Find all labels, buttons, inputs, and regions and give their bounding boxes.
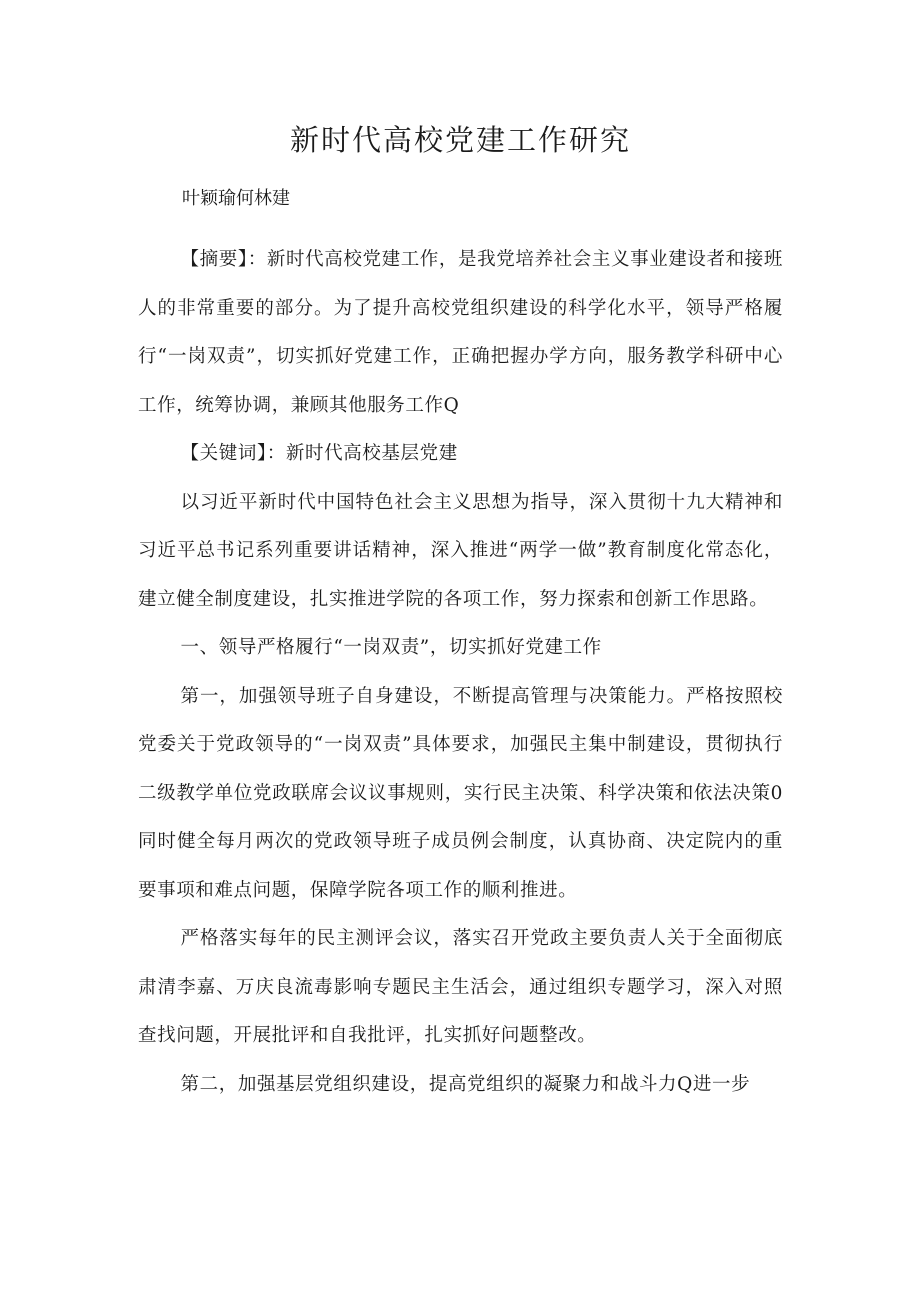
document-title: 新时代高校党建工作研究	[289, 123, 631, 157]
section-heading-1: 一、领导严格履行“一岗双责”，切实抓好党建工作	[180, 637, 602, 658]
body-paragraph-second: 第二，加强基层党组织建设，提高党组织的凝聚力和战斗力Q进一步	[180, 1073, 751, 1095]
body-paragraph-first: 第一，加强领导班子自身建设，不断提高管理与决策能力。严格按照校党委关于党政领导的“一岗双责”具体要求，加强民主集中制建设，贯彻执行二级教学单位党政联席会议议事规则，实行民主决策、科学决策和依法决策0同时健全每月两次的党政领导班子成员例会制度，认真协商、决定院内的重要事项和难点问题，保障学院各项工作的顺利推进。	[138, 685, 783, 901]
document-authors: 叶颖瑜何林建	[182, 188, 290, 209]
abstract-paragraph: 【摘要】：新时代高校党建工作，是我党培养社会主义事业建设者和接班人的非常重要的部分。为了提升高校党组织建设的科学化水平，领导严格履行“一岗双责”，切实抓好党建工作，正确把握办学方向，服务教学科研中心工作，统筹协调，兼顾其他服务工作Q	[138, 249, 783, 416]
body-paragraph-intro: 以习近平新时代中国特色社会主义思想为指导，深入贯彻十九大精神和习近平总书记系列重要讲话精神，深入推进“两学一做”教育制度化常态化，建立健全制度建设，扎实推进学院的各项工作，努力探索和创新工作思路。	[138, 491, 783, 610]
document-page	[138, 118, 783, 1109]
keywords-paragraph: 【关键词】：新时代高校基层党建	[180, 443, 458, 464]
body-paragraph-review: 严格落实每年的民主测评会议，落实召开党政主要负责人关于全面彻底肃清李嘉、万庆良流毒影响专题民主生活会，通过组织专题学习，深入对照查找问题，开展批评和自我批评，扎实抓好问题整改。	[138, 928, 783, 1046]
